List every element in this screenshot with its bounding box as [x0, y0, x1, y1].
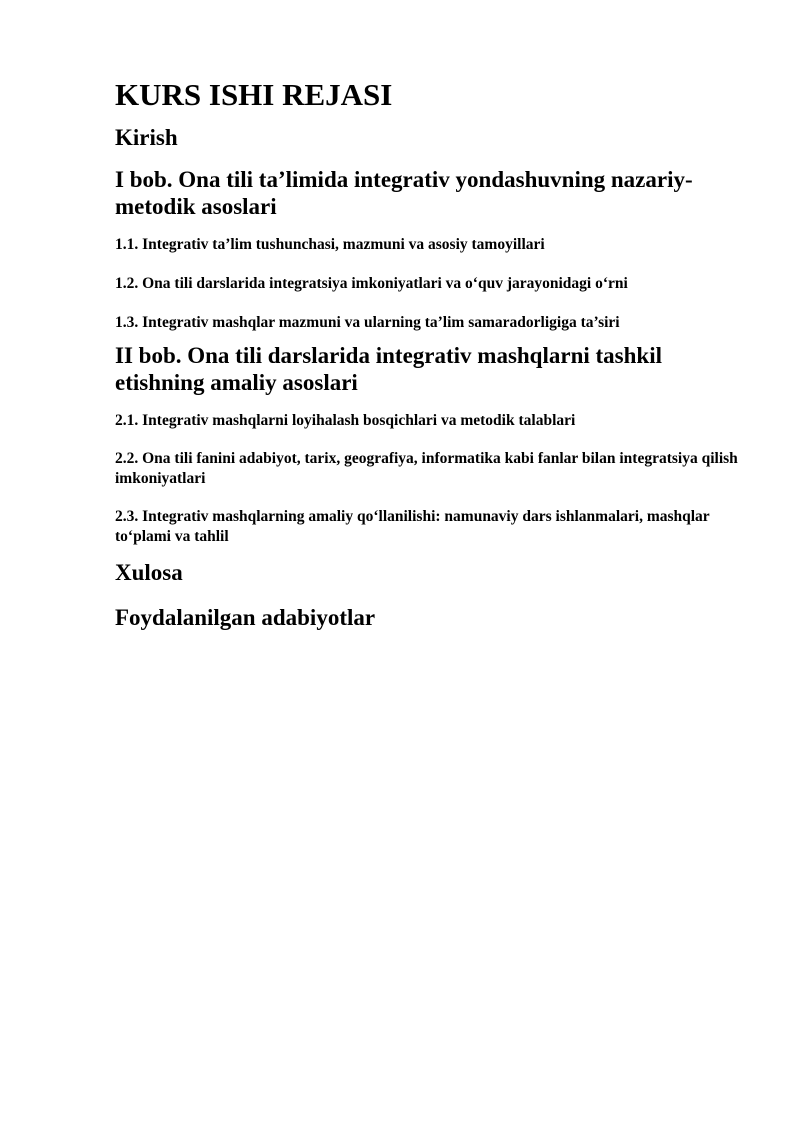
chapter-2-heading: II bob. Ona tili darslarida integrativ mashqlarni tashkil etishning amaliy asoslari	[115, 343, 662, 395]
section-2-2: 2.2. Ona tili fanini adabiyot, tarix, geografiya, informatika kabi fanlar bilan integratsiya qilish imkoniyatlari	[115, 450, 738, 487]
section-2-1: 2.1. Integrativ mashqlarni loyihalash bosqichlari va metodik talablari	[115, 412, 576, 429]
conclusion-heading: Xulosa	[115, 560, 183, 585]
chapter-1-heading: I bob. Ona tili ta’limida integrativ yondashuvning nazariy-metodik asoslari	[115, 167, 693, 219]
section-1-3: 1.3. Integrativ mashqlar mazmuni va ularning ta’lim samaradorligiga ta’siri	[115, 314, 620, 331]
document-title: KURS ISHI REJASI	[115, 77, 393, 112]
section-1-2: 1.2. Ona tili darslarida integratsiya imkoniyatlari va o‘quv jarayonidagi o‘rni	[115, 275, 628, 292]
section-1-1: 1.1. Integrativ ta’lim tushunchasi, mazmuni va asosiy tamoyillari	[115, 236, 545, 253]
introduction-heading: Kirish	[115, 125, 178, 150]
section-2-3: 2.3. Integrativ mashqlarning amaliy qo‘llanilishi: namunaviy dars ishlanmalari, mashqlar to‘plami va tahlil	[115, 508, 710, 545]
references-heading: Foydalanilgan adabiyotlar	[115, 605, 376, 630]
document-page	[115, 76, 740, 632]
